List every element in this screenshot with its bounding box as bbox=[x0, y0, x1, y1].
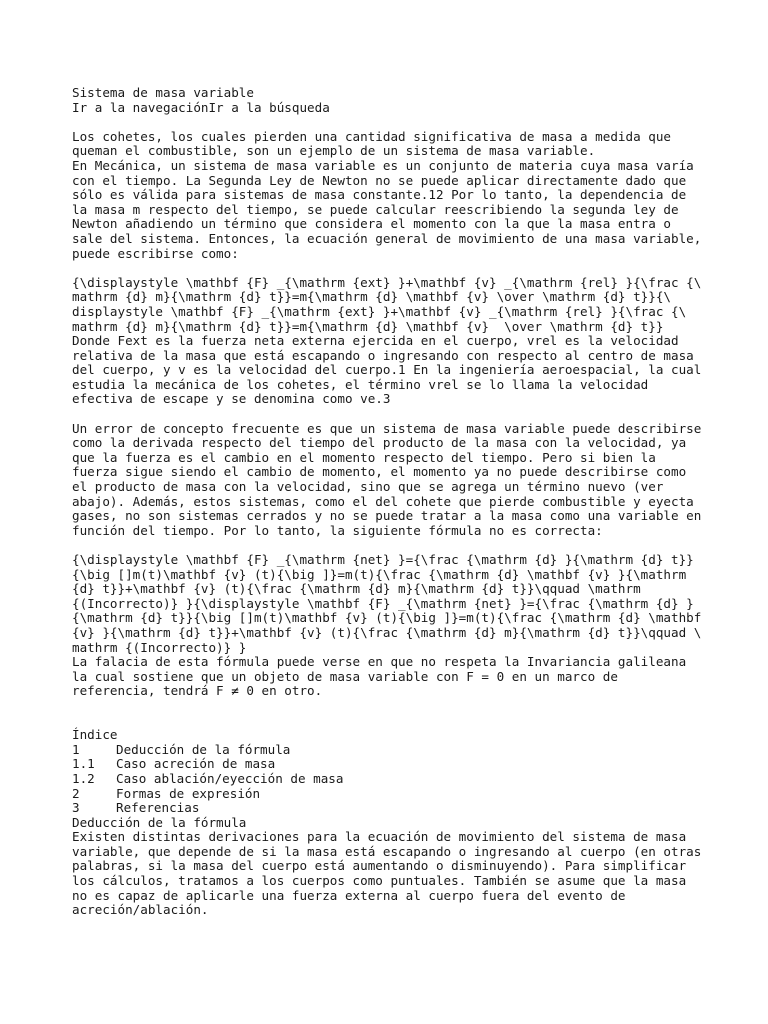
text-line: gases, no son sistemas cerrados y no se puede tratar a la masa como una variable en bbox=[72, 508, 702, 524]
toc-label[interactable]: Referencias bbox=[116, 800, 200, 816]
skip-links[interactable]: Ir a la navegaciónIr a la búsqueda bbox=[72, 99, 330, 115]
text-line: la cual sostiene que un objeto de masa variable con F = 0 en un marco de bbox=[72, 668, 618, 684]
text-line: sólo es válida para sistemas de masa constante.12 Por lo tanto, la dependencia de bbox=[72, 187, 687, 203]
spacer bbox=[72, 261, 702, 276]
text-line: efectiva de escape y se denomina como ve.3 bbox=[72, 391, 391, 407]
toc-heading: Índice bbox=[72, 727, 118, 743]
spacer bbox=[72, 115, 702, 130]
toc-item[interactable] bbox=[72, 743, 702, 758]
toc-number: 1.2 bbox=[72, 770, 95, 786]
formula-line: mathrm {d} m}{\mathrm {d} t}}=m{\mathrm {d} \mathbf {v} \over \mathrm {d} t}}{\ bbox=[72, 289, 671, 305]
text-line: variable, que depende de si la masa está escapando o ingresando al cuerpo (en otras bbox=[72, 843, 702, 859]
formula-line: {\displaystyle \mathbf {F} _{\mathrm {net} }={\frac {\mathrm {d} }{\mathrm {d} t}} bbox=[72, 552, 694, 567]
text-line: En Mecánica, un sistema de masa variable es un conjunto de materia cuya masa varía bbox=[72, 157, 694, 173]
text-line: queman el combustible, son un ejemplo de un sistema de masa variable. bbox=[72, 143, 596, 159]
formula-line: {\displaystyle \mathbf {F} _{\mathrm {ext} }+\mathbf {v} _{\mathrm {rel} }{\frac {\ bbox=[72, 274, 702, 290]
falacia-paragraph bbox=[72, 655, 702, 699]
formula-line: {v} }{\mathrm {d} t}}+\mathbf {v} (t){\frac {\mathrm {d} m}{\mathrm {d} t}}\qquad \ bbox=[72, 624, 702, 640]
formula-line: {(Incorrecto)} }{\displaystyle \mathbf {F} _{\mathrm {net} }={\frac {\mathrm {d} } bbox=[72, 595, 694, 611]
text-line: sale del sistema. Entonces, la ecuación general de movimiento de una masa variable, bbox=[72, 230, 702, 246]
text-line: La falacia de esta fórmula puede verse en que no respeta la Invariancia galileana bbox=[72, 654, 687, 670]
toc-number: 1 bbox=[72, 741, 80, 757]
text-line: Donde Fext es la fuerza neta externa ejercida en el cuerpo, vrel es la velocidad bbox=[72, 333, 679, 349]
toc-label[interactable]: Caso acreción de masa bbox=[116, 756, 276, 772]
text-line: acreción/ablación. bbox=[72, 902, 209, 918]
text-line: Newton añadiendo un término que considera el momento con la que la masa entra o bbox=[72, 216, 671, 232]
toc-item[interactable] bbox=[72, 787, 702, 802]
spacer bbox=[72, 699, 702, 728]
text-line: Los cohetes, los cuales pierden una cantidad significativa de masa a medida que bbox=[72, 128, 671, 144]
toc-number: 1.1 bbox=[72, 756, 95, 772]
formula-line: mathrm {(Incorrecto)} } bbox=[72, 639, 247, 655]
text-line: con el tiempo. La Segunda Ley de Newton no se puede aplicar directamente dado que bbox=[72, 172, 687, 188]
formula-line: mathrm {d} m}{\mathrm {d} t}}=m{\mathrm {d} \mathbf {v} \over \mathrm {d} t}} bbox=[72, 318, 664, 334]
formula-line: {\mathrm {d} t}}{\big []m(t)\mathbf {v} (t){\big ]}=m(t){\frac {\mathrm {d} \mathbf bbox=[72, 610, 702, 626]
toc-number: 3 bbox=[72, 800, 80, 816]
table-of-contents bbox=[72, 728, 702, 816]
formula-variable-mass bbox=[72, 276, 702, 334]
text-line: palabras, si la masa del cuerpo está aumentando o disminuyendo). Para simplificar bbox=[72, 858, 687, 874]
text-line: puede escribirse como: bbox=[72, 245, 239, 261]
text-line: fuerza sigue siendo el cambio de momento, el momento ya no puede describirse como bbox=[72, 464, 687, 480]
text-line: la masa m respecto del tiempo, se puede calcular reescribiendo la segunda ley de bbox=[72, 201, 679, 217]
toc-label[interactable]: Deducción de la fórmula bbox=[116, 741, 291, 757]
text-line: Existen distintas derivaciones para la ecuación de movimiento del sistema de masa bbox=[72, 829, 687, 845]
text-line: que la fuerza es el cambio en el momento respecto del tiempo. Pero si bien la bbox=[72, 449, 656, 465]
text-line: función del tiempo. Por lo tanto, la siguiente fórmula no es correcta: bbox=[72, 522, 603, 538]
text-line: Un error de concepto frecuente es que un sistema de masa variable puede describirse bbox=[72, 420, 702, 436]
text-line: referencia, tendrá F ≠ 0 en otro. bbox=[72, 683, 323, 699]
formula-line: displaystyle \mathbf {F} _{\mathrm {ext} }+\mathbf {v} _{\mathrm {rel} }{\frac {\ bbox=[72, 303, 687, 319]
text-line: el producto de masa con la velocidad, sino que se agrega un término nuevo (ver bbox=[72, 479, 664, 495]
toc-item[interactable] bbox=[72, 757, 702, 772]
toc-number: 2 bbox=[72, 785, 80, 801]
formula-line: {\big []m(t)\mathbf {v} (t){\big ]}=m(t){\frac {\mathrm {d} \mathbf {v} }{\mathrm bbox=[72, 566, 687, 582]
text-line: relativa de la masa que está escapando o ingresando con respecto al centro de masa bbox=[72, 347, 694, 363]
toc-item[interactable] bbox=[72, 801, 702, 816]
section-heading: Deducción de la fórmula bbox=[72, 814, 247, 830]
text-line: abajo). Además, estos sistemas, como el del cohete que pierde combustible y eyecta bbox=[72, 493, 694, 509]
section-deduccion bbox=[72, 816, 702, 918]
spacer bbox=[72, 538, 702, 553]
toc-label[interactable]: Caso ablación/eyección de masa bbox=[116, 770, 344, 786]
text-line: estudia la mecánica de los cohetes, el término vrel se lo llama la velocidad bbox=[72, 376, 649, 392]
formula-incorrect bbox=[72, 553, 702, 655]
text-line: los cálculos, tratamos a los cuerpos como puntuales. También se asume que la masa bbox=[72, 873, 687, 889]
intro-paragraph bbox=[72, 130, 702, 261]
fext-paragraph bbox=[72, 334, 702, 407]
toc-item[interactable] bbox=[72, 772, 702, 787]
toc-label[interactable]: Formas de expresión bbox=[116, 785, 261, 801]
text-line: no es capaz de aplicarle una fuerza externa al cuerpo fuera del evento de bbox=[72, 887, 626, 903]
text-line: como la derivada respecto del tiempo del producto de la masa con la velocidad, ya bbox=[72, 435, 687, 451]
spacer bbox=[72, 407, 702, 422]
page-title: Sistema de masa variable bbox=[72, 85, 254, 100]
text-line: del cuerpo, y v es la velocidad del cuerpo.1 En la ingeniería aeroespacial, la cual bbox=[72, 362, 702, 378]
formula-line: {d} t}}+\mathbf {v} (t){\frac {\mathrm {d} m}{\mathrm {d} t}}\qquad \mathrm bbox=[72, 581, 641, 597]
document-page bbox=[72, 86, 702, 918]
error-paragraph bbox=[72, 422, 702, 539]
